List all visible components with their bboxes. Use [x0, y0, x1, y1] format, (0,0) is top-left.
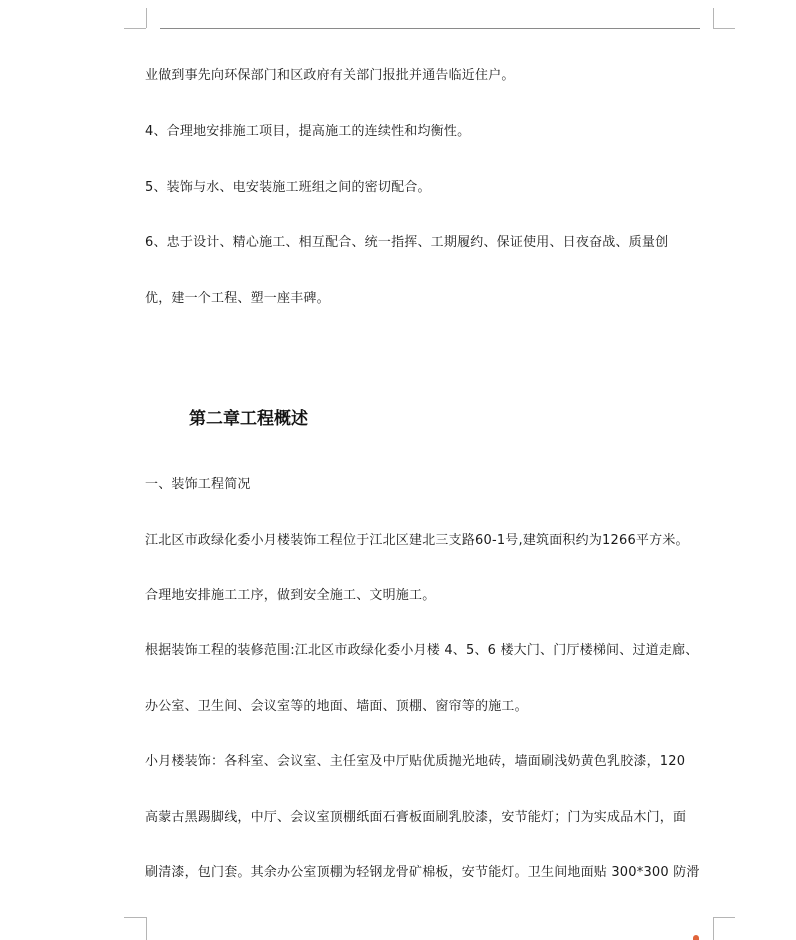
list-item-6-continued: 优，建一个工程、塑一座丰碑。 [145, 291, 330, 306]
paragraph-line: 业做到事先向环保部门和区政府有关部门报批并通告临近住户。 [145, 68, 515, 83]
paragraph-line: 小月楼装饰：各科室、会议室、主任室及中厅贴优质抛光地砖，墙面刷浅奶黄色乳胶漆，120 [145, 754, 686, 769]
crop-mark-top-left [146, 8, 147, 28]
paragraph-line: 刷清漆，包门套。其余办公室顶棚为轻钢龙骨矿棉板，安节能灯。卫生间地面贴 300*300 防滑 [145, 865, 700, 880]
section-title: 一、装饰工程简况 [145, 477, 251, 492]
crop-mark-top-right [713, 8, 714, 28]
list-item-6: 6、忠于设计、精心施工、相互配合、统一指挥、工期履约、保证使用、日夜奋战、质量创 [145, 235, 669, 250]
paragraph-line: 江北区市政绿化委小月楼装饰工程位于江北区建北三支路60-1号,建筑面积约为1266平方米。 [145, 533, 689, 548]
crop-mark-bottom-right-h [713, 917, 735, 918]
list-item-5: 5、装饰与水、电安装施工班组之间的密切配合。 [145, 180, 431, 195]
paragraph-line: 高蒙古黑踢脚线，中厅、会议室顶棚纸面石膏板面刷乳胶漆，安节能灯；门为实成品木门，面 [145, 810, 687, 825]
crop-mark-bottom-right [713, 917, 714, 940]
chapter-heading: 第二章工程概述 [189, 409, 308, 429]
paragraph-line: 根据装饰工程的装修范围:江北区市政绿化委小月楼 4、5、6 楼大门、门厅楼梯间、过道走廊、 [145, 643, 699, 658]
header-rule [160, 28, 700, 29]
crop-mark-top-right-h [713, 28, 735, 29]
paragraph-line: 办公室、卫生间、会议室等的地面、墙面、顶棚、窗帘等的施工。 [145, 699, 528, 714]
crop-mark-bottom-left [146, 917, 147, 940]
paragraph-line: 合理地安排施工工序，做到安全施工、文明施工。 [145, 588, 436, 603]
crop-mark-bottom-left-h [124, 917, 146, 918]
crop-mark-top-left-h [124, 28, 146, 29]
corner-indicator [693, 935, 699, 940]
list-item-4: 4、合理地安排施工项目，提高施工的连续性和均衡性。 [145, 124, 471, 139]
